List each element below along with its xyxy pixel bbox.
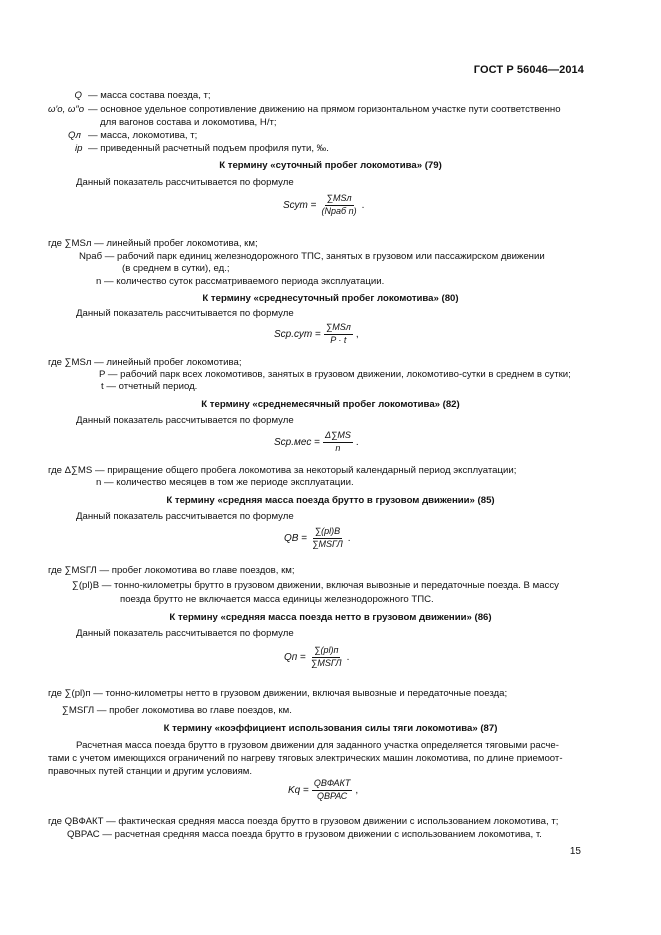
fraction-numerator: ∑MSл bbox=[324, 323, 353, 335]
fraction-denominator: QBРАС bbox=[316, 790, 348, 801]
section-title: К термину «средняя масса поезда брутто в грузовом движении» (85) bbox=[166, 495, 495, 506]
formula-lhs: Kq bbox=[288, 784, 301, 796]
page-number: 15 bbox=[569, 846, 581, 857]
def-symbol: Q bbox=[74, 90, 82, 101]
formula-lhs: Sсут bbox=[283, 199, 308, 211]
def-line: P — рабочий парк всех локомотивов, занятых в грузовом движении, локомотиво-сутки в среднем в сутки; bbox=[99, 369, 571, 380]
paragraph-line: правочных путей станции и другим условиям. bbox=[48, 766, 253, 777]
fraction-denominator: ∑MSГЛ bbox=[310, 657, 342, 668]
def-line: QBРАС — расчетная средняя масса поезда брутто в грузовом движении с использованием локомотива, т. bbox=[67, 829, 542, 840]
paragraph-line: тами с учетом имеющихся ограничений по нагреву тяговых электрических машин локомотива, по длине приемоот- bbox=[48, 753, 563, 764]
fraction bbox=[309, 646, 344, 669]
intro-text: Данный показатель рассчитывается по формуле bbox=[76, 177, 294, 188]
section-title: К термину «средняя масса поезда нетто в грузовом движении» (86) bbox=[169, 612, 492, 623]
fraction-numerator: Δ∑MS bbox=[323, 431, 353, 443]
fraction-numerator: ∑MSл bbox=[325, 194, 354, 206]
fraction-denominator: P · t bbox=[330, 334, 347, 345]
section-title: К термину «среднесуточный пробег локомотива» (80) bbox=[202, 293, 459, 304]
formula: Qп = $\frac{\sum(pl)п}{\text{∑MSГЛ}}$ . bbox=[284, 645, 350, 668]
fraction-denominator: n bbox=[335, 442, 341, 453]
intro-text: Данный показатель рассчитывается по формуле bbox=[76, 415, 294, 426]
formula: Sср.мес = $\frac{\Delta\sum MS}{n}$ . bbox=[274, 430, 359, 453]
section-title: К термину «среднемесячный пробег локомотива» (82) bbox=[201, 399, 460, 410]
formula-lhs: Sср.сут bbox=[274, 328, 313, 340]
def-text: — масса состава поезда, т; bbox=[88, 90, 211, 101]
def-symbol: ω′о, ω″о bbox=[48, 104, 85, 115]
formula: QB = $\frac{\sum(pl)B}{\text{∑MSГЛ}}$ . bbox=[284, 526, 351, 549]
fraction-numerator: QBФАКТ bbox=[312, 779, 352, 791]
def-text: — приведенный расчетный подъем профиля пути, ‰. bbox=[88, 143, 329, 154]
formula-lhs: Qп bbox=[284, 651, 298, 663]
def-line: где ∑MSл — линейный пробег локомотива; bbox=[48, 357, 242, 368]
fraction bbox=[323, 431, 353, 454]
intro-text: Данный показатель рассчитывается по формуле bbox=[76, 511, 294, 522]
formula: Sсут = $\frac{\text{∑MSл}}{\text{(Nраб n)}}$ . bbox=[283, 193, 365, 216]
fraction bbox=[312, 779, 352, 802]
formula-lhs: Sср.мес bbox=[274, 436, 312, 448]
fraction-numerator: ∑(pl)B bbox=[313, 527, 342, 539]
def-line: где ∑MSл — линейный пробег локомотива, км; bbox=[48, 238, 258, 249]
formula: Kq = $\frac{\text{QBФАКТ}}{\text{QBРАС}}$ , bbox=[288, 778, 359, 801]
def-line: где Δ∑MS — приращение общего пробега локомотива за некоторый календарный период эксплуатации; bbox=[48, 465, 517, 476]
def-line: где QBФАКТ — фактическая средняя масса поезда брутто в грузовом движении с использованием локомотива, т; bbox=[48, 816, 559, 827]
def-symbol: Qл bbox=[68, 130, 81, 141]
def-text: для вагонов состава и локомотива, Н/т; bbox=[100, 117, 277, 128]
def-line: ∑(pl)B — тонно-километры брутто в грузовом движении, включая вывозные и передаточные поезда. В массу bbox=[72, 580, 559, 591]
intro-text: Данный показатель рассчитывается по формуле bbox=[76, 308, 294, 319]
def-line: где ∑MSГЛ — пробег локомотива во главе поездов, км; bbox=[48, 565, 295, 576]
def-line: ∑MSГЛ — пробег локомотива во главе поездов, км. bbox=[62, 705, 292, 716]
fraction bbox=[320, 194, 359, 217]
standard-header: ГОСТ Р 56046—2014 bbox=[473, 64, 584, 76]
fraction-denominator: ∑MSГЛ bbox=[312, 538, 343, 549]
fraction bbox=[310, 527, 345, 550]
def-line: поезда брутто не включается масса единицы железнодорожного ТПС. bbox=[120, 594, 434, 605]
def-line: t — отчетный период. bbox=[101, 381, 198, 392]
def-text: — основное удельное сопротивление движению на прямом горизонтальном участке пути соответственно bbox=[88, 104, 561, 115]
paragraph-line: Расчетная масса поезда брутто в грузовом движении для заданного участка определяется тяговыми расче- bbox=[76, 740, 559, 751]
intro-text: Данный показатель рассчитывается по формуле bbox=[76, 628, 294, 639]
def-line: n — количество месяцев в том же периоде эксплуатации. bbox=[96, 477, 354, 488]
fraction bbox=[324, 323, 353, 346]
def-line: n — количество суток рассматриваемого периода эксплуатации. bbox=[96, 276, 385, 287]
def-line: Nраб — рабочий парк единиц железнодорожного ТПС, занятых в грузовом или пассажирском движении bbox=[79, 251, 545, 262]
formula-lhs: QB bbox=[284, 532, 299, 544]
fraction-numerator: ∑(pl)п bbox=[312, 646, 340, 658]
def-text: — масса, локомотива, т; bbox=[88, 130, 198, 141]
def-line: (в среднем в сутки), ед.; bbox=[122, 263, 230, 274]
def-symbol: iр bbox=[75, 143, 83, 154]
fraction-denominator: (Nраб n) bbox=[321, 205, 357, 216]
section-title: К термину «коэффициент использования силы тяги локомотива» (87) bbox=[163, 723, 498, 734]
section-title: К термину «суточный пробег локомотива» (79) bbox=[219, 160, 442, 171]
def-line: где ∑(pl)п — тонно-километры нетто в грузовом движении, включая вывозные и передаточные поезда; bbox=[48, 688, 508, 699]
formula: Sср.сут = $\frac{\text{∑MSл}}{P \cdot t}$ , bbox=[274, 322, 359, 345]
